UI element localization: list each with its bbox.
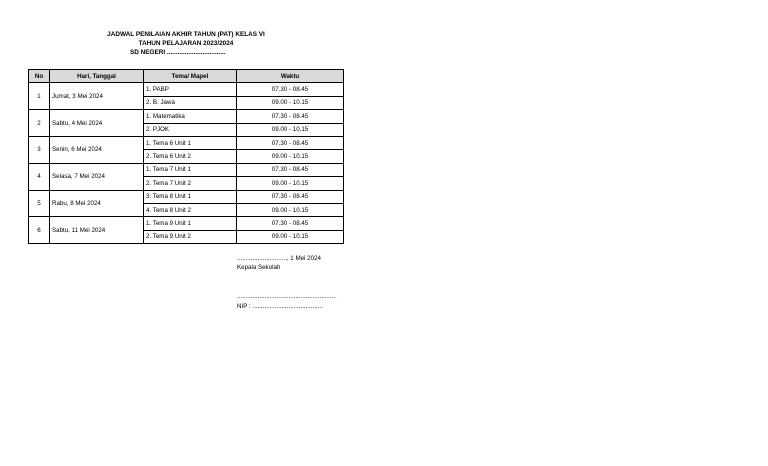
signature-date: ............................., 1 Mei 2024 [237, 255, 321, 262]
row-subject: 2. B. Jawa [144, 96, 237, 109]
row-day-date: Rabu, 8 Mei 2024 [50, 190, 144, 217]
signature-nip: NIP : ......................................... [237, 303, 323, 310]
signature-role: Kepala Sekolah [237, 264, 281, 271]
signature-name-line: .......................................................... [237, 293, 337, 300]
table-row [29, 217, 344, 230]
row-time: 09.00 - 10.15 [237, 96, 344, 109]
row-number: 6 [29, 217, 50, 244]
row-day-date: Senin, 6 Mei 2024 [50, 136, 144, 163]
row-day-date: Sabtu, 4 Mei 2024 [50, 110, 144, 137]
row-subject: 3. Tema 8 Unit 1 [144, 190, 237, 203]
header-time: Waktu [237, 70, 344, 83]
row-time: 09.00 - 10.15 [237, 230, 344, 243]
row-time: 07.30 - 08.45 [237, 190, 344, 203]
row-number: 4 [29, 163, 50, 190]
table-row [29, 190, 344, 203]
schedule-table [28, 69, 344, 244]
school-name: SD NEGERI ................................. [130, 49, 226, 56]
row-time: 09.00 - 10.15 [237, 150, 344, 163]
row-day-date: Jumat, 3 Mei 2024 [50, 83, 144, 110]
row-number: 1 [29, 83, 50, 110]
row-day-date: Sabtu, 11 Mei 2024 [50, 217, 144, 244]
table-row [29, 83, 344, 96]
row-subject: 2. Tema 9 Unit 2 [144, 230, 237, 243]
row-subject: 1. Tema 9 Unit 1 [144, 217, 237, 230]
row-subject: 1. Matematika [144, 110, 237, 123]
header-no: No [29, 70, 50, 83]
row-time: 07.30 - 08.45 [237, 163, 344, 176]
row-number: 3 [29, 136, 50, 163]
row-time: 09.00 - 10.15 [237, 203, 344, 216]
table-row [29, 163, 344, 176]
row-time: 07.30 - 08.45 [237, 217, 344, 230]
document-title: JADWAL PENILAIAN AKHIR TAHUN (PAT) KELAS VI [107, 31, 265, 38]
row-subject: 1. Tema 7 Unit 1 [144, 163, 237, 176]
row-subject: 1. Tema 6 Unit 1 [144, 136, 237, 149]
academic-year: TAHUN PELAJARAN 2023/2024 [138, 40, 234, 47]
table-row [29, 136, 344, 149]
row-subject: 1. PABP [144, 83, 237, 96]
row-number: 2 [29, 110, 50, 137]
row-day-date: Selasa, 7 Mei 2024 [50, 163, 144, 190]
row-subject: 4. Tema 8 Unit 2 [144, 203, 237, 216]
row-time: 07.30 - 08.45 [237, 83, 344, 96]
row-subject: 2. PJOK [144, 123, 237, 136]
row-subject: 2. Tema 7 Unit 2 [144, 177, 237, 190]
row-time: 09.00 - 10.15 [237, 177, 344, 190]
header-subject: Tema/ Mapel [144, 70, 237, 83]
row-time: 09.00 - 10.15 [237, 123, 344, 136]
row-subject: 2. Tema 6 Unit 2 [144, 150, 237, 163]
table-header-row [29, 70, 344, 83]
row-number: 5 [29, 190, 50, 217]
table-row [29, 110, 344, 123]
row-time: 07.30 - 08.45 [237, 136, 344, 149]
row-time: 07.30 - 08.45 [237, 110, 344, 123]
header-day-date: Hari, Tanggal [50, 70, 144, 83]
